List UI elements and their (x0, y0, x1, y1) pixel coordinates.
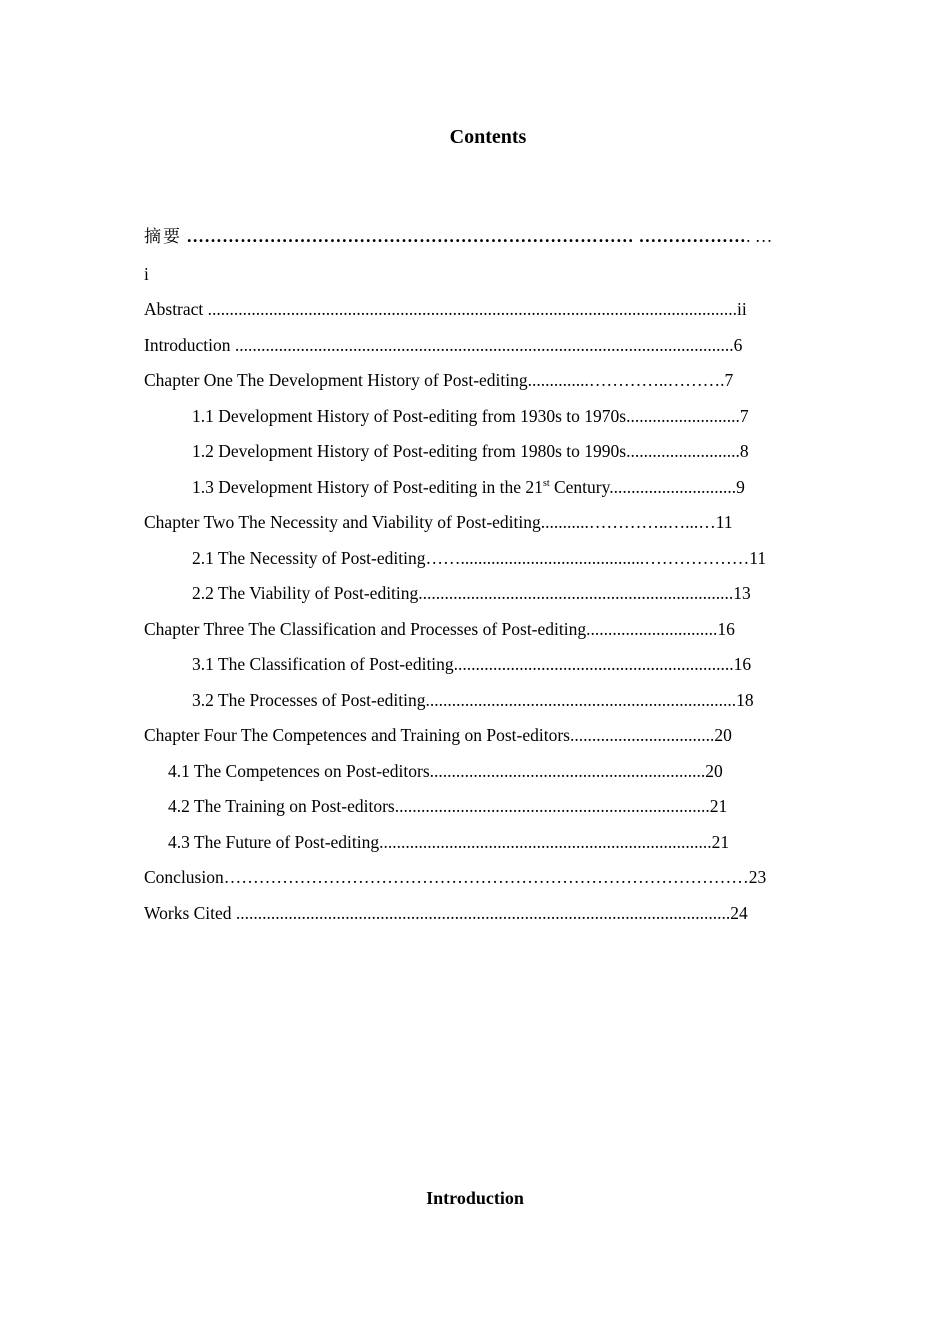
toc-entry-chapter-one[interactable]: Chapter One The Development History of Post-editing..............…………..……….7 (144, 370, 734, 390)
section-heading-introduction: Introduction (426, 1188, 524, 1208)
toc-entry-chapter-four[interactable]: Chapter Four The Competences and Training on Post-editors.................................20 (144, 725, 732, 745)
toc-entry-chapter-three[interactable]: Chapter Three The Classification and Processes of Post-editing..............................16 (144, 619, 735, 639)
toc-leader-dots: ………………………………………………………………… ……………… (186, 226, 747, 246)
toc-entry-section-2-2[interactable]: 2.2 The Viability of Post-editing........................................................................13 (192, 583, 751, 603)
toc-entry-conclusion[interactable]: Conclusion………………………………………………………………………………23 (144, 867, 767, 887)
toc-leader-tail: . … (746, 226, 773, 246)
page-title: Contents (449, 126, 527, 148)
toc-entry-chapter-two[interactable]: Chapter Two The Necessity and Viability of Post-editing...........…………..…...…11 (144, 512, 733, 532)
toc-entry-section-4-1[interactable]: 4.1 The Competences on Post-editors...............................................................20 (168, 761, 723, 781)
toc-entry-label: 摘要 (144, 227, 182, 247)
toc-entry-section-2-1[interactable]: 2.1 The Necessity of Post-editing……..........................................………………11 (192, 548, 767, 568)
toc-entry-section-1-1[interactable]: 1.1 Development History of Post-editing from 1930s to 1970s..........................7 (192, 406, 749, 426)
toc-entry-abstract-cn[interactable] (144, 224, 772, 249)
toc-entry-introduction[interactable]: Introduction ..................................................................................................................6 (144, 335, 743, 355)
toc-entry-section-4-2[interactable]: 4.2 The Training on Post-editors........................................................................21 (168, 796, 728, 816)
toc-entry-works-cited[interactable]: Works Cited .................................................................................................................24 (144, 903, 748, 923)
ordinal-suffix: st (542, 478, 550, 489)
toc-entry-section-1-3[interactable] (192, 475, 745, 499)
toc-entry-abstract[interactable]: Abstract .........................................................................................................................ii (144, 299, 747, 319)
toc-entry-section-1-2[interactable]: 1.2 Development History of Post-editing from 1980s to 1990s..........................8 (192, 441, 749, 461)
toc-entry-text: 1.3 Development History of Post-editing in the 21 (192, 477, 543, 497)
toc-entry-section-3-2[interactable]: 3.2 The Processes of Post-editing.......................................................................18 (192, 690, 754, 710)
toc-entry-page-number: i (144, 264, 149, 284)
toc-entry-section-3-1[interactable]: 3.1 The Classification of Post-editing................................................................16 (192, 654, 752, 674)
toc-entry-section-4-3[interactable]: 4.3 The Future of Post-editing............................................................................21 (168, 832, 730, 852)
toc-entry-text-cont: Century.............................9 (549, 477, 745, 497)
